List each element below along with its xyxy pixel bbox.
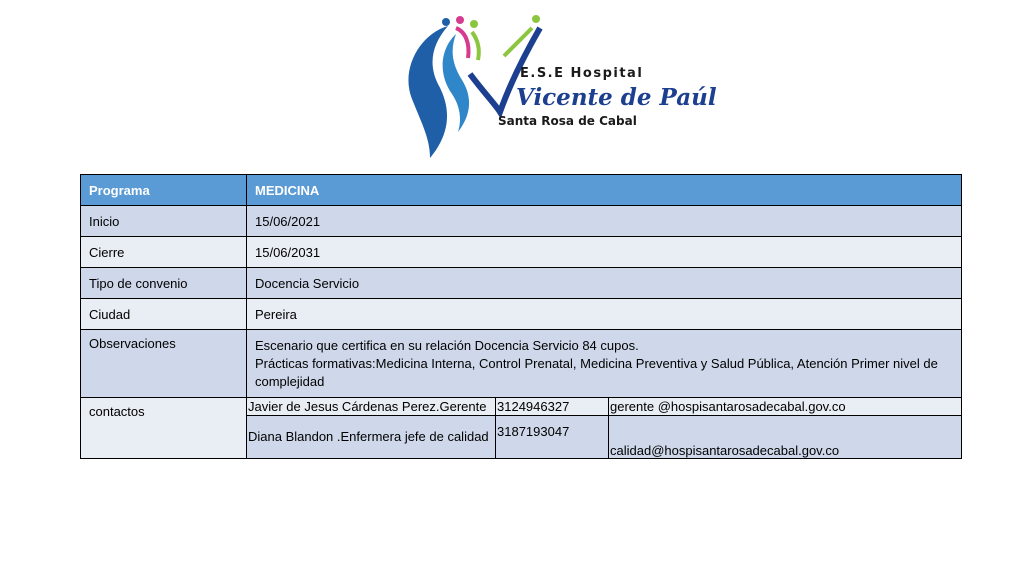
contact-phone: 3187193047 [496,416,609,459]
contactos-row [81,398,962,459]
observaciones-value [247,330,962,398]
inicio-row [81,206,962,237]
contact-email[interactable]: gerente @hospisantarosadecabal.gov.co [609,398,962,416]
observaciones-line-1: Escenario que certifica en su relación Docencia Servicio 84 cupos. [255,338,639,353]
logo-line-1: E.S.E Hospital [520,66,644,81]
logo-line-3: Santa Rosa de Cabal [498,114,637,128]
contact-name: Diana Blandon .Enfermera jefe de calidad [247,416,496,459]
logo-swoosh [408,26,448,158]
header-label: Programa [81,175,247,206]
inicio-label: Inicio [81,206,247,237]
cierre-label: Cierre [81,237,247,268]
contact-name: Javier de Jesus Cárdenas Perez.Gerente [247,398,496,416]
cierre-row [81,237,962,268]
contact-row [247,416,961,459]
contactos-label: contactos [81,398,247,459]
contactos-cell [247,398,962,459]
contact-email[interactable]: calidad@hospisantarosadecabal.gov.co [609,416,962,459]
tipo-label: Tipo de convenio [81,268,247,299]
observaciones-line-2: Prácticas formativas:Medicina Interna, Control Prenatal, Medicina Preventiva y Salud Pública, Atención Primer nivel de complejidad [255,356,938,389]
tipo-value: Docencia Servicio [247,268,962,299]
ciudad-label: Ciudad [81,299,247,330]
observaciones-label: Observaciones [81,330,247,398]
cierre-value: 15/06/2031 [247,237,962,268]
contact-phone: 3124946327 [496,398,609,416]
header-row [81,175,962,206]
observaciones-row [81,330,962,398]
tipo-row [81,268,962,299]
program-table [80,174,962,459]
logo-line-2: Vicente de Paúl [516,84,717,111]
program-name: MEDICINA [247,175,962,206]
ciudad-row [81,299,962,330]
contact-row [247,398,961,416]
contacts-table [247,398,961,458]
ciudad-value: Pereira [247,299,962,330]
inicio-value: 15/06/2021 [247,206,962,237]
